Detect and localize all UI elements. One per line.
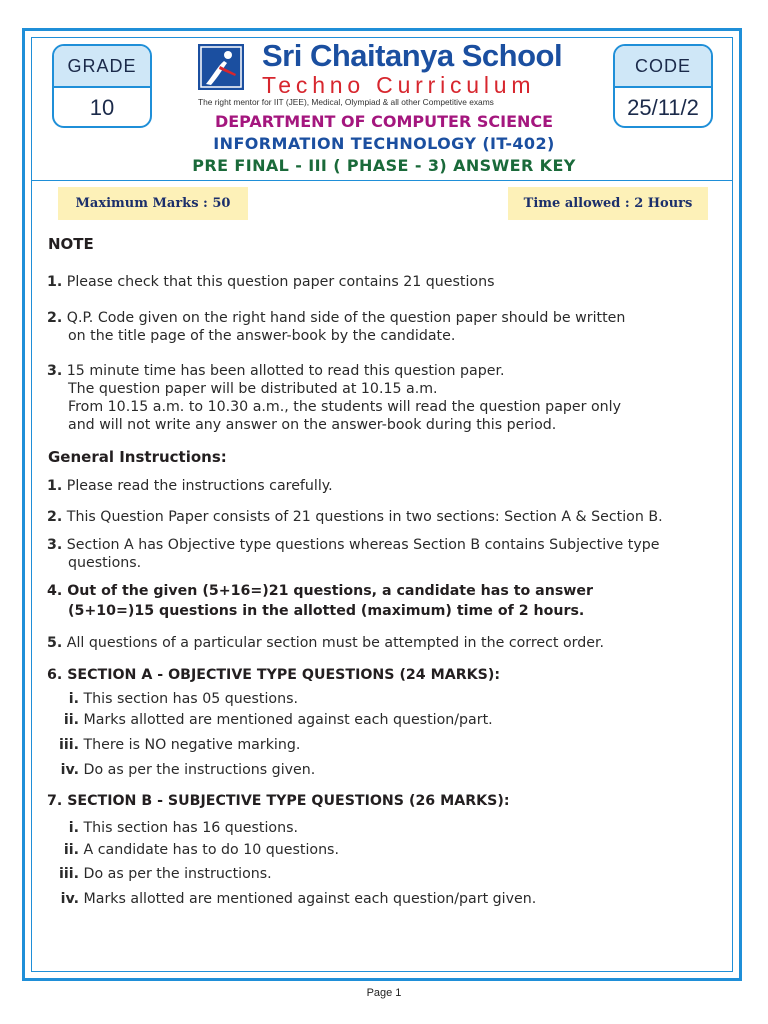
section-a-item bbox=[47, 761, 315, 779]
general-instructions-heading: General Instructions: bbox=[48, 448, 227, 466]
note-item-3 bbox=[47, 362, 505, 380]
code-value: 25/11/2 bbox=[627, 95, 699, 120]
section-a-text: Do as per the instructions given. bbox=[83, 762, 316, 778]
tagline: The right mentor for IIT (JEE), Medical, Olympiad & all other Competitive exams bbox=[198, 97, 494, 107]
code-label: CODE bbox=[615, 46, 711, 88]
note-item-3-line-3: From 10.15 a.m. to 10.30 a.m., the students will read the question paper only bbox=[68, 399, 621, 415]
general-item-text: Out of the given (5+16=)21 questions, a candidate has to answer bbox=[67, 583, 594, 599]
max-marks-badge: Maximum Marks : 50 bbox=[58, 187, 248, 220]
grade-label: GRADE bbox=[54, 46, 150, 88]
section-b-heading: 7. SECTION B - SUBJECTIVE TYPE QUESTIONS (26 MARKS): bbox=[47, 793, 510, 809]
note-item-3-line-2: The question paper will be distributed at 10.15 a.m. bbox=[68, 381, 438, 397]
section-a-text: Marks allotted are mentioned against each question/part. bbox=[83, 712, 493, 728]
header-divider bbox=[31, 180, 733, 181]
curriculum-title: Techno Curriculum bbox=[262, 72, 536, 98]
section-b-item bbox=[47, 890, 536, 908]
exam-title: PRE FINAL - III ( PHASE - 3) ANSWER KEY bbox=[192, 156, 576, 175]
note-item-text: Q.P. Code given on the right hand side of the question paper should be written bbox=[66, 310, 626, 326]
section-a-text: This section has 05 questions. bbox=[83, 691, 298, 707]
roman-number: iv. bbox=[60, 762, 79, 778]
general-item-text: All questions of a particular section must be attempted in the correct order. bbox=[66, 635, 605, 651]
general-item-number: 1. bbox=[47, 478, 63, 494]
subject-title: INFORMATION TECHNOLOGY (IT-402) bbox=[213, 134, 555, 153]
note-item-number: 3. bbox=[47, 363, 63, 379]
school-logo-icon bbox=[198, 44, 244, 90]
general-item-number: 3. bbox=[47, 537, 63, 553]
school-name: Sri Chaitanya School bbox=[262, 38, 563, 73]
note-heading: NOTE bbox=[48, 235, 94, 253]
general-item-4-continued: (5+10=)15 questions in the allotted (maximum) time of 2 hours. bbox=[68, 603, 585, 619]
roman-number: ii. bbox=[63, 842, 79, 858]
note-item-number: 1. bbox=[47, 274, 63, 290]
general-item-2 bbox=[47, 508, 663, 526]
roman-number: i. bbox=[68, 820, 79, 836]
general-item-5 bbox=[47, 634, 604, 652]
general-item-number: 4. bbox=[47, 583, 63, 599]
section-b-item bbox=[47, 841, 339, 859]
section-b-text: A candidate has to do 10 questions. bbox=[83, 842, 339, 858]
section-b-text: Do as per the instructions. bbox=[83, 866, 272, 882]
general-item-text: This Question Paper consists of 21 questions in two sections: Section A & Section B. bbox=[66, 509, 663, 525]
roman-number: iii. bbox=[59, 737, 79, 753]
general-item-1 bbox=[47, 477, 333, 495]
time-allowed-badge: Time allowed : 2 Hours bbox=[508, 187, 708, 220]
note-item-2-continued: on the title page of the answer-book by the candidate. bbox=[68, 328, 456, 344]
note-item-3-line-4: and will not write any answer on the answer-book during this period. bbox=[68, 417, 557, 433]
section-a-item bbox=[47, 711, 493, 729]
section-a-item bbox=[47, 736, 300, 754]
note-item-number: 2. bbox=[47, 310, 63, 326]
section-a-text: There is NO negative marking. bbox=[83, 737, 301, 753]
section-a-heading: 6. SECTION A - OBJECTIVE TYPE QUESTIONS (24 MARKS): bbox=[47, 667, 501, 683]
roman-number: ii. bbox=[63, 712, 79, 728]
grade-value: 10 bbox=[89, 95, 115, 120]
section-a-item bbox=[47, 690, 298, 708]
general-item-3-continued: questions. bbox=[68, 555, 142, 571]
note-item-1 bbox=[47, 273, 495, 291]
general-item-number: 5. bbox=[47, 635, 63, 651]
section-b-text: This section has 16 questions. bbox=[83, 820, 298, 836]
general-item-4 bbox=[47, 582, 593, 600]
roman-number: i. bbox=[68, 691, 79, 707]
department-title: DEPARTMENT OF COMPUTER SCIENCE bbox=[214, 112, 554, 131]
general-item-3 bbox=[47, 536, 660, 554]
general-item-text: Section A has Objective type questions whereas Section B contains Subjective type bbox=[66, 537, 660, 553]
section-b-item bbox=[47, 819, 298, 837]
roman-number: iv. bbox=[60, 891, 79, 907]
roman-number: iii. bbox=[59, 866, 79, 882]
section-b-text: Marks allotted are mentioned against each question/part given. bbox=[83, 891, 537, 907]
general-item-text: Please read the instructions carefully. bbox=[66, 478, 333, 494]
note-item-text: Please check that this question paper contains 21 questions bbox=[66, 274, 495, 290]
general-item-number: 2. bbox=[47, 509, 63, 525]
note-item-2 bbox=[47, 309, 625, 327]
note-item-text: 15 minute time has been allotted to read this question paper. bbox=[66, 363, 505, 379]
section-b-item bbox=[47, 865, 272, 883]
page-number: Page 1 bbox=[366, 987, 402, 999]
